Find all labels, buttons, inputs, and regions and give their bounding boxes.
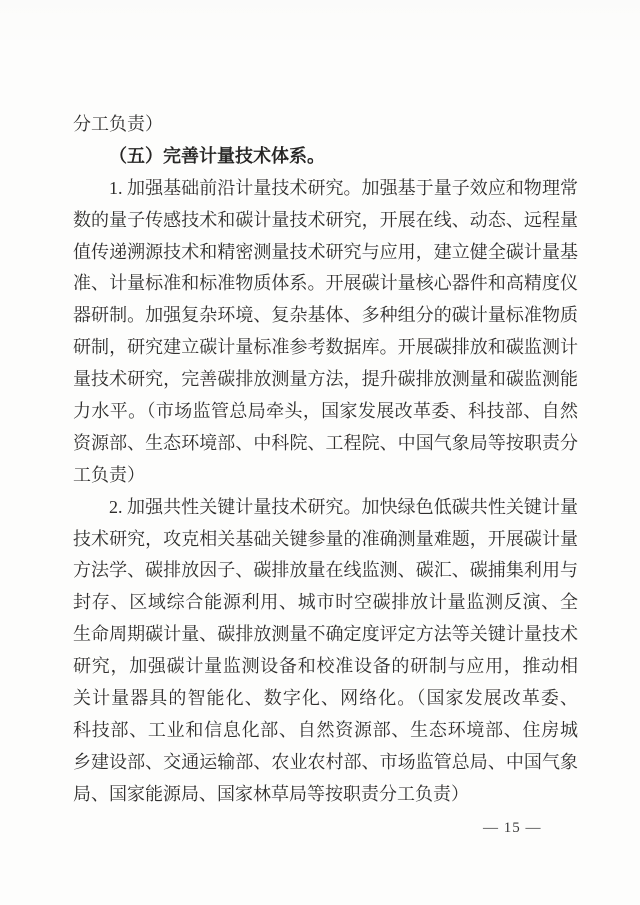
paragraph-last-line: 局、国家能源局、国家林草局等按职责分工负责） <box>73 783 469 804</box>
text-line: 科技部、工业和信息化部、自然资源部、生态环境部、住房城 <box>73 719 578 740</box>
text-line: 乡建设部、交通运输部、农业农村部、市场监管总局、中国气象 <box>73 751 578 772</box>
text-line: 研究，加强碳计量监测设备和校准设备的研制与应用，推动相 <box>73 656 578 677</box>
text-line: 技术研究，攻克相关基础关键参量的准确测量难题，开展碳计量 <box>73 528 578 549</box>
text-line: 关计量器具的智能化、数字化、网络化。（国家发展改革委、 <box>73 688 578 709</box>
document-text-block <box>73 109 578 811</box>
text-line: 量技术研究，完善碳排放测量方法，提升碳排放测量和碳监测能 <box>73 369 578 390</box>
text-line: 数的量子传感技术和碳计量技术研究，开展在线、动态、远程量 <box>73 209 578 230</box>
text-line: 封存、区域综合能源利用、城市时空碳排放计量监测反演、全 <box>73 592 578 613</box>
text-line: 研制，研究建立碳计量标准参考数据库。开展碳排放和碳监测计 <box>73 337 578 358</box>
text-line: 力水平。（市场监管总局牵头，国家发展改革委、科技部、自然 <box>73 401 578 422</box>
text-line: 器研制。加强复杂环境、复杂基体、多种组分的碳计量标准物质 <box>73 305 578 326</box>
text-line: 生命周期碳计量、碳排放测量不确定度评定方法等关键计量技术 <box>73 624 578 645</box>
text-line: 分工负责） <box>73 114 163 134</box>
paragraph-last-line: 工负责） <box>73 464 145 485</box>
paragraph-first-line: 2. 加强共性关键计量技术研究。加快绿色低碳共性关键计量 <box>109 496 578 517</box>
text-line: 资源部、生态环境部、中科院、工程院、中国气象局等按职责分 <box>73 432 578 453</box>
section-heading: （五）完善计量技术体系。 <box>109 145 325 166</box>
text-line: 方法学、碳排放因子、碳排放量在线监测、碳汇、碳捕集利用与 <box>73 560 578 581</box>
paragraph-first-line: 1. 加强基础前沿计量技术研究。加强基于量子效应和物理常 <box>109 177 578 198</box>
page-number: — 15 — <box>483 820 542 836</box>
text-line: 准、计量标准和标准物质体系。开展碳计量核心器件和高精度仪 <box>73 273 578 294</box>
text-line: 值传递溯源技术和精密测量技术研究与应用，建立健全碳计量基 <box>73 241 578 262</box>
